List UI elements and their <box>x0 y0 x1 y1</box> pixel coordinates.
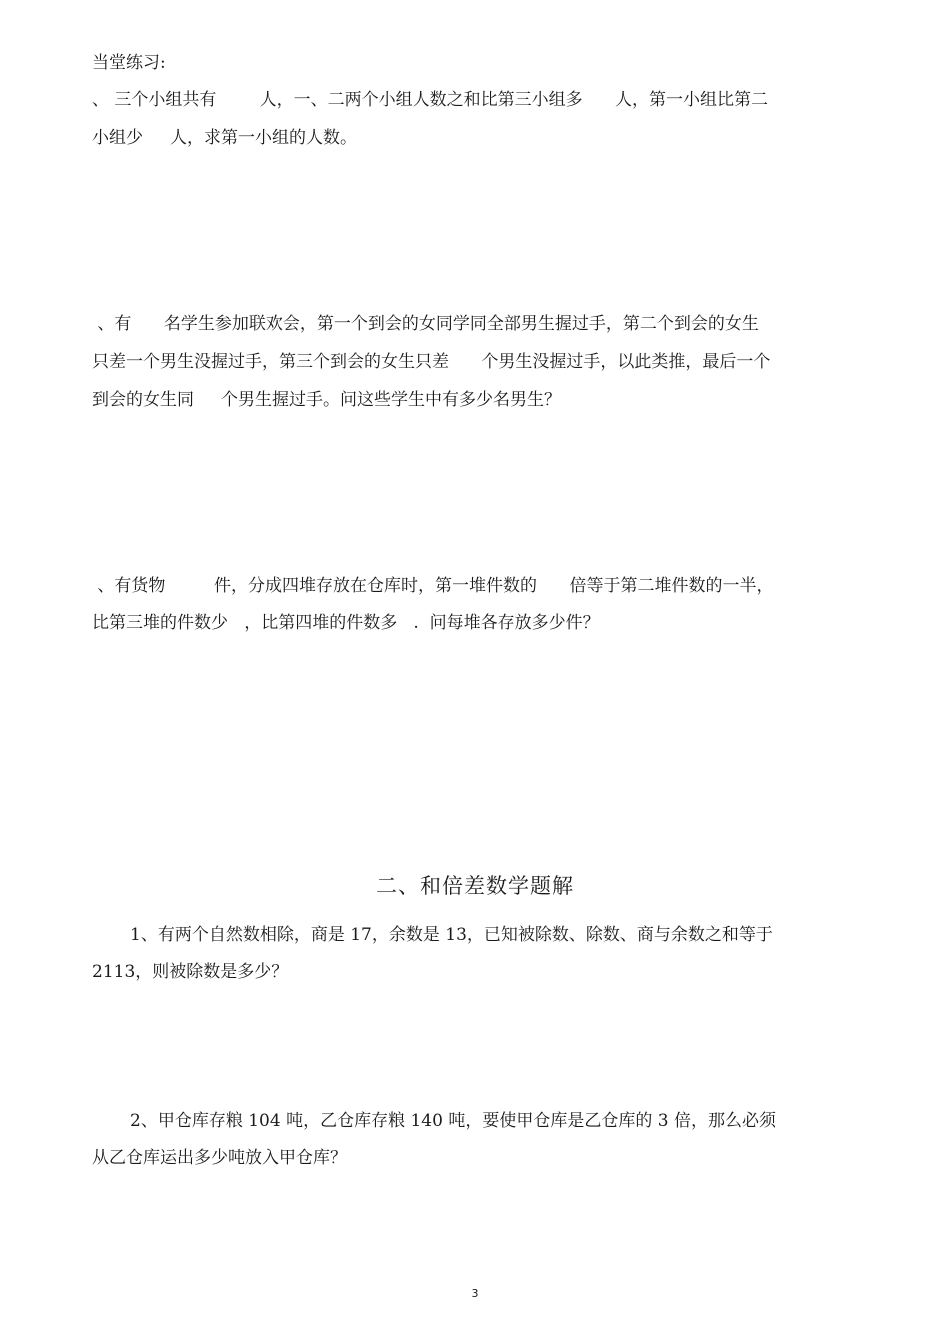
p2-line-2: 从乙仓库运出多少吨放入甲仓库？ <box>92 1148 347 1168</box>
q2-line-3: 到会的女生同 个男生握过手。问这些学生中有多少名男生？ <box>92 390 562 410</box>
section-title: 二、和倍差数学题解 <box>376 874 574 898</box>
p2-line-1: 2、甲仓库存粮 104 吨，乙仓库存粮 140 吨，要使甲仓库是乙仓库的 3 倍，那么必须 <box>130 1111 776 1131</box>
p1-line-2: 2113，则被除数是多少？ <box>92 962 289 982</box>
p1-line-1: 1、有两个自然数相除，商是 17，余数是 13，已知被除数、除数、商与余数之和等于 <box>130 925 773 945</box>
page-number: 3 <box>471 1287 479 1300</box>
q1-line-1: 、 三个小组共有 人，一、二两个小组人数之和比第三小组多 人，第一小组比第二 <box>92 90 769 110</box>
q1-line-2: 小组少 人，求第一小组的人数。 <box>92 128 358 148</box>
q3-line-1: 、有货物 件，分成四堆存放在仓库时，第一堆件数的 倍等于第二堆件数的一半， <box>92 576 774 596</box>
q3-line-2: 比第三堆的件数少 ，比第四堆的件数多 . 问每堆各存放多少件？ <box>92 613 600 633</box>
q2-line-1: 、有 名学生参加联欢会，第一个到会的女同学同全部男生握过手，第二个到会的女生 <box>92 314 759 334</box>
practice-heading: 当堂练习: <box>92 53 166 73</box>
q2-line-2: 只差一个男生没握过手，第三个到会的女生只差 个男生没握过手，以此类推，最后一个 <box>92 352 771 372</box>
